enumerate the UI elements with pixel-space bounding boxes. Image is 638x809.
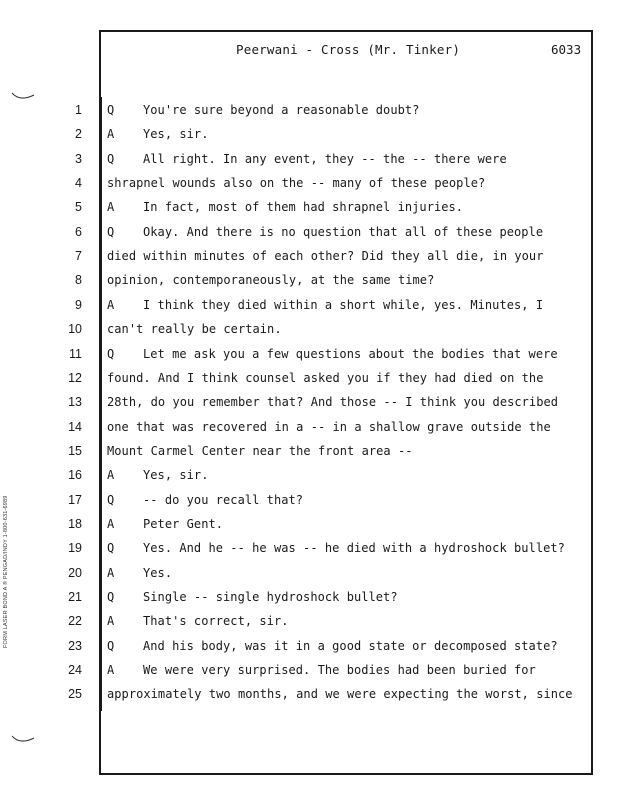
transcript-line xyxy=(0,614,638,634)
speaker-label: Q xyxy=(107,103,115,117)
speaker-label: A xyxy=(107,663,115,678)
transcript-line xyxy=(0,663,638,683)
transcript-line xyxy=(0,590,638,610)
line-text: Okay. And there is no question that all of these people xyxy=(143,224,544,239)
line-text: We were very surprised. The bodies had been buried for xyxy=(143,663,536,678)
speaker-label: A xyxy=(107,614,115,629)
line-number: 17 xyxy=(68,492,82,507)
speaker-label: Q xyxy=(107,590,115,604)
line-text: You're sure beyond a reasonable doubt? xyxy=(143,103,420,117)
line-number: 6 xyxy=(75,224,82,239)
speaker-label: Q xyxy=(107,151,115,166)
speaker-label: Q xyxy=(107,638,115,653)
line-number: 21 xyxy=(68,590,82,604)
line-text: found. And I think counsel asked you if they had died on the xyxy=(107,370,544,385)
transcript-line xyxy=(0,298,638,318)
line-text: Yes. xyxy=(143,565,173,580)
line-number: 18 xyxy=(68,516,82,531)
line-text: opinion, contemporaneously, at the same time? xyxy=(107,273,435,288)
line-number: 10 xyxy=(68,322,82,337)
line-text: -- do you recall that? xyxy=(143,492,304,507)
line-number: 11 xyxy=(69,346,82,361)
transcript-line xyxy=(0,371,638,391)
line-number: 22 xyxy=(68,614,82,629)
line-number: 3 xyxy=(75,151,82,166)
line-number: 4 xyxy=(75,176,82,191)
line-number: 2 xyxy=(75,127,82,142)
transcript-line xyxy=(0,225,638,245)
transcript-line xyxy=(0,249,638,269)
line-number: 23 xyxy=(68,638,82,653)
transcript-line xyxy=(0,468,638,488)
speaker-label: Q xyxy=(107,224,115,239)
line-text: one that was recovered in a -- in a shallow grave outside the xyxy=(107,419,551,434)
line-number: 19 xyxy=(68,541,82,556)
speaker-label: A xyxy=(107,297,115,312)
page-title: Peerwani - Cross (Mr. Tinker) xyxy=(236,42,461,57)
line-number: 16 xyxy=(68,468,82,483)
transcript-line xyxy=(0,444,638,464)
line-number: 7 xyxy=(75,249,82,264)
speaker-label: A xyxy=(107,565,115,580)
line-text: In fact, most of them had shrapnel injuries. xyxy=(143,200,464,215)
speaker-label: Q xyxy=(107,541,115,556)
transcript-line xyxy=(0,493,638,513)
line-text: Let me ask you a few questions about the bodies that were xyxy=(143,346,558,361)
line-number: 25 xyxy=(68,687,82,702)
transcript-line xyxy=(0,200,638,220)
line-text: Yes. And he -- he was -- he died with a hydroshock bullet? xyxy=(143,541,565,556)
transcript-line xyxy=(0,420,638,440)
line-text: That's correct, sir. xyxy=(143,614,289,629)
transcript-line xyxy=(0,103,638,123)
transcript-line xyxy=(0,395,638,415)
line-number: 5 xyxy=(75,200,82,215)
line-number: 20 xyxy=(68,565,82,580)
transcript-line xyxy=(0,152,638,172)
speaker-label: Q xyxy=(107,492,115,507)
line-text: Mount Carmel Center near the front area -- xyxy=(107,443,413,458)
transcript-line xyxy=(0,322,638,342)
speaker-label: A xyxy=(107,516,115,531)
line-number: 12 xyxy=(68,370,82,385)
line-text: approximately two months, and we were expecting the worst, since xyxy=(107,687,573,702)
speaker-label: A xyxy=(107,127,115,142)
speaker-label: Q xyxy=(107,346,115,361)
line-text: Yes, sir. xyxy=(143,127,209,142)
line-text: shrapnel wounds also on the -- many of these people? xyxy=(107,176,486,191)
transcript-line xyxy=(0,347,638,367)
line-number: 8 xyxy=(75,273,82,288)
line-text: Peter Gent. xyxy=(143,516,224,531)
line-number: 14 xyxy=(68,419,82,434)
line-text: can't really be certain. xyxy=(107,322,282,337)
line-text: Yes, sir. xyxy=(143,468,209,483)
page-number: 6033 xyxy=(551,42,582,57)
line-text: All right. In any event, they -- the -- there were xyxy=(143,151,507,166)
line-number: 9 xyxy=(75,297,82,312)
line-text: And his body, was it in a good state or decomposed state? xyxy=(143,638,558,653)
transcript-line xyxy=(0,517,638,537)
transcript-line xyxy=(0,541,638,561)
line-text: I think they died within a short while, yes. Minutes, I xyxy=(143,297,544,312)
form-margin-stamp: FORM LASER BOND A ® PENGAD/INDY 1-800-631-6989 xyxy=(3,495,9,648)
line-number: 24 xyxy=(68,663,82,678)
line-text: 28th, do you remember that? And those -- I think you described xyxy=(107,395,559,410)
transcript-line xyxy=(0,127,638,147)
transcript-line xyxy=(0,639,638,659)
speaker-label: A xyxy=(107,468,115,483)
transcript-line xyxy=(0,273,638,293)
line-text: Single -- single hydroshock bullet? xyxy=(143,590,398,604)
transcript-line xyxy=(0,176,638,196)
transcript-line xyxy=(0,687,638,707)
line-number: 1 xyxy=(75,103,82,117)
speaker-label: A xyxy=(107,200,115,215)
transcript-line xyxy=(0,566,638,586)
line-text: died within minutes of each other? Did they all die, in your xyxy=(107,249,544,264)
line-number: 13 xyxy=(68,395,82,410)
line-number: 15 xyxy=(68,443,82,458)
